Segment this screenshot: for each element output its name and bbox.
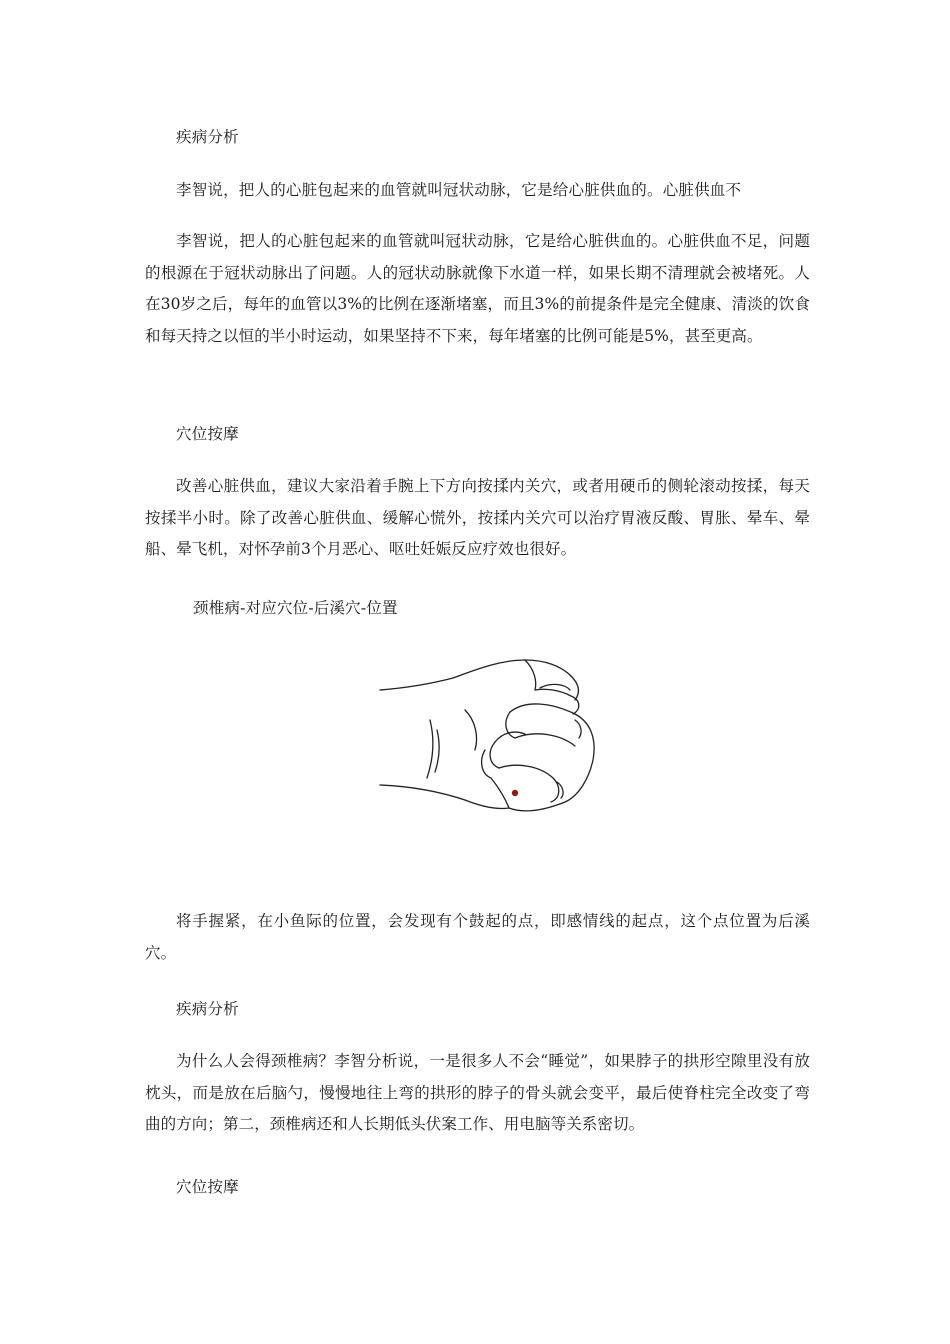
section-heading-disease-analysis: 疾病分析	[176, 128, 239, 146]
clenched-fist-illustration	[375, 650, 615, 825]
figure-caption: 颈椎病-对应穴位-后溪穴-位置	[193, 599, 398, 617]
fist-drawing	[375, 650, 615, 825]
duplicated-text-line: 李智说，把人的心脏包起来的血管就叫冠状动脉，它是给心脏供血的。心脏供血不	[176, 181, 742, 199]
paragraph-neiguan-massage: 改善心脏供血，建议大家沿着手腕上下方向按揉内关穴，或者用硬币的侧轮滚动按揉，每天按揉半小时。除了改善心脏供血、缓解心慌外，按揉内关穴可以治疗胃液反酸、胃胀、晕车、晕船、晕飞机，对怀孕前3个月恶心、呕吐妊娠反应疗效也很好。	[145, 477, 810, 558]
paragraph-coronary-artery: 李智说，把人的心脏包起来的血管就叫冠状动脉，它是给心脏供血的。心脏供血不足，问题的根源在于冠状动脉出了问题。人的冠状动脉就像下水道一样，如果长期不清理就会被堵死。人在30岁之后，每年的血管以3%的比例在逐渐堵塞，而且3%的前提条件是完全健康、清淡的饮食和每天持之以恒的半小时运动，如果坚持不下来，每年堵塞的比例可能是5%，甚至更高。	[145, 232, 810, 345]
paragraph-cervical-spondylosis: 为什么人会得颈椎病？李智分析说，一是很多人不会“睡觉”，如果脖子的拱形空隙里没有放枕头，而是放在后脑勺，慢慢地往上弯的拱形的脖子的骨头就会变平，最后使脊柱完全改变了弯曲的方向；第二，颈椎病还和人长期低头伏案工作、用电脑等关系密切。	[145, 1052, 810, 1133]
section-heading-disease-analysis-2: 疾病分析	[176, 1000, 239, 1018]
section-heading-acupoint-massage: 穴位按摩	[176, 425, 239, 443]
houxi-point-marker	[512, 790, 518, 796]
section-heading-acupoint-massage-2: 穴位按摩	[176, 1178, 239, 1196]
paragraph-houxi-location: 将手握紧，在小鱼际的位置，会发现有个鼓起的点，即感情线的起点，这个点位置为后溪穴。	[145, 912, 810, 962]
